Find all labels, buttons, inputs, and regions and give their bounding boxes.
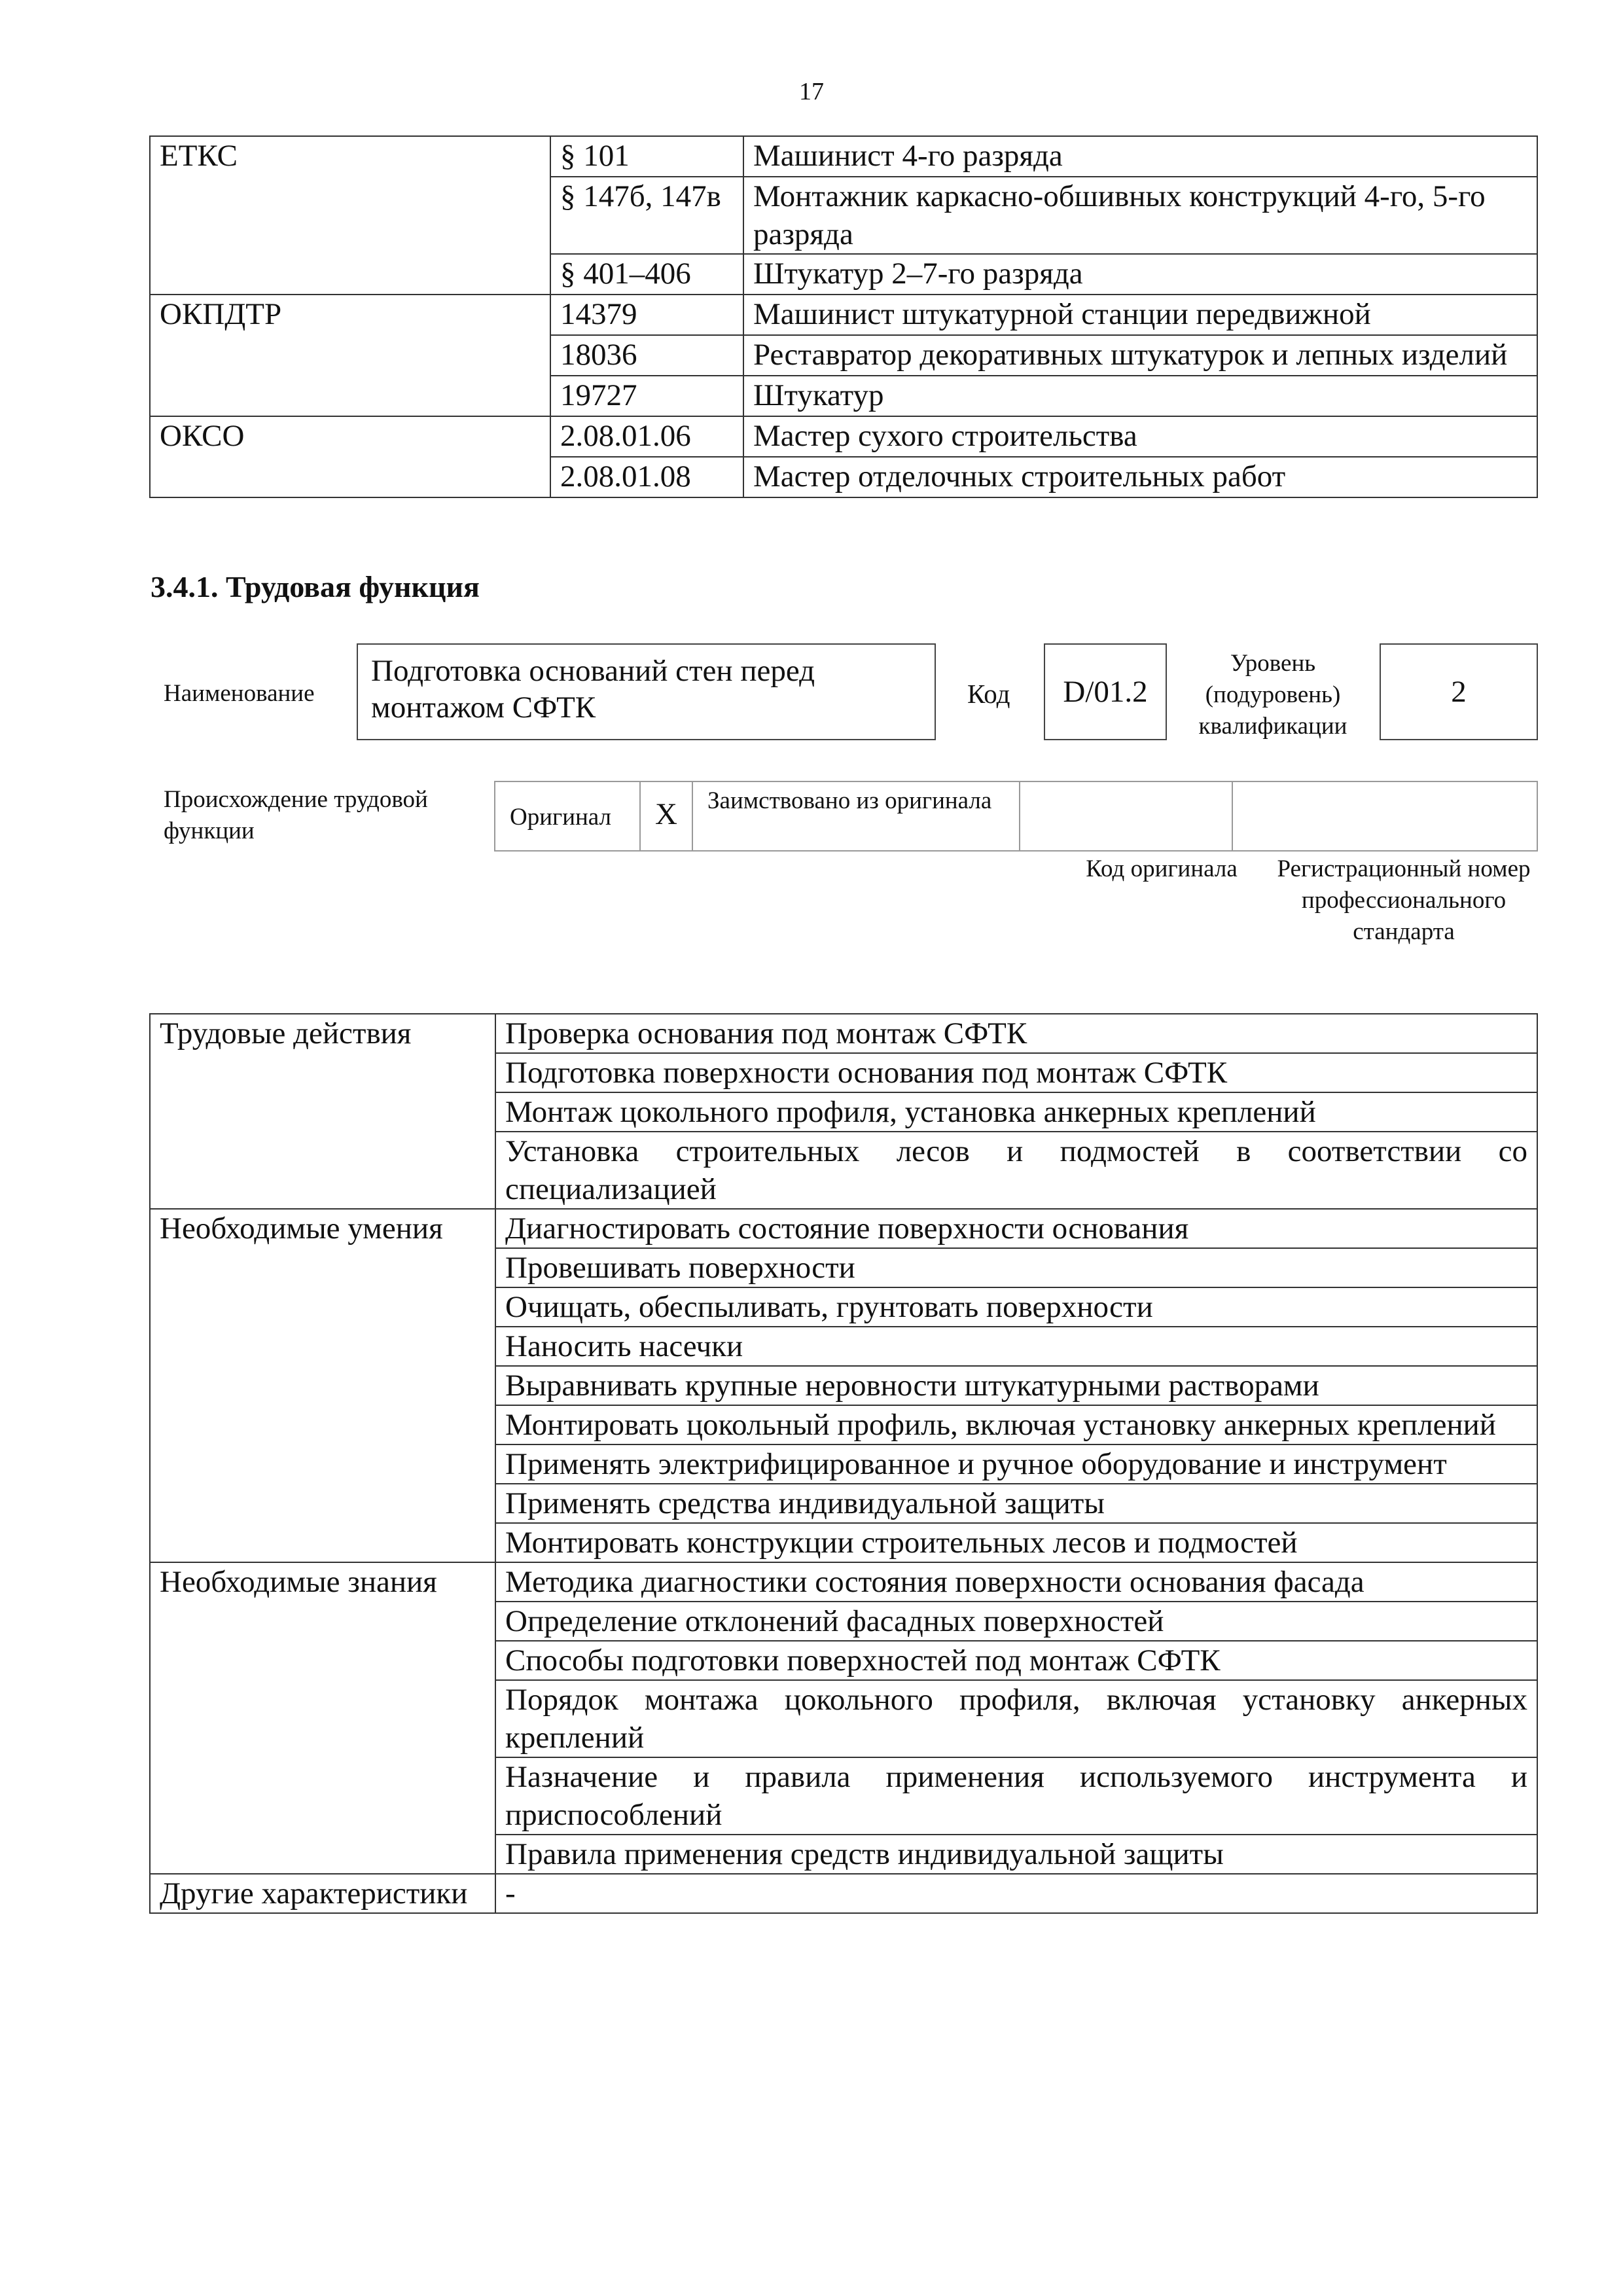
reg-number-label: Регистрационный номер профессионального стандарта [1277,855,1531,945]
borrowed-cell [693,782,1020,850]
classification-name: Штукатур 2–7-го разряда [743,254,1537,295]
details-item: Провешивать поверхности [495,1248,1537,1287]
details-row [150,1014,1537,1053]
details-item: Монтировать цокольный профиль, включая установку анкерных креплений [495,1405,1537,1444]
details-item: Выравнивать крупные неровности штукатурными растворами [495,1366,1537,1405]
function-details-table [149,1013,1538,1914]
details-item: Правила применения средств индивидуальной защиты [495,1835,1537,1874]
details-group-heading: Необходимые умения [150,1209,495,1562]
original-label: Оригинал [510,804,612,831]
classification-code: 14379 [550,295,743,335]
classification-code: 19727 [550,376,743,416]
original-mark-cell [641,782,693,850]
classification-group: ОКПДТР [150,295,550,416]
classification-name: Мастер сухого строительства [743,416,1537,457]
classification-code: § 101 [550,136,743,177]
details-item: Подготовка поверхности основания под монтаж СФТК [495,1053,1537,1092]
details-item: Применять электрифицированное и ручное оборудование и инструмент [495,1444,1537,1484]
details-row [150,1562,1537,1602]
classification-row [150,136,1537,177]
details-item: Назначение и правила применения используемого инструмента и приспособлений [495,1757,1537,1835]
function-name-box: Подготовка оснований стен перед монтажом СФТК [357,643,936,740]
classification-code: 18036 [550,335,743,376]
classification-code: § 401–406 [550,254,743,295]
classification-code: 2.08.01.06 [550,416,743,457]
details-item: Очищать, обеспыливать, грунтовать поверхности [495,1287,1537,1327]
borrowed-label: Заимствовано из оригинала [707,787,992,814]
origin-row [494,781,1538,852]
classification-name: Мастер отделочных строительных работ [743,457,1537,497]
classification-code: § 147б, 147в [550,177,743,254]
details-item: Определение отклонений фасадных поверхностей [495,1602,1537,1641]
details-item: Установка строительных лесов и подмостей в соответствии со специализацией [495,1132,1537,1209]
details-item: Диагностировать состояние поверхности основания [495,1209,1537,1248]
details-item: - [495,1874,1537,1913]
details-row [150,1874,1537,1913]
classification-name: Машинист 4-го разряда [743,136,1537,177]
original-cell [495,782,641,850]
details-item: Порядок монтажа цокольного профиля, включая установку анкерных креплений [495,1680,1537,1757]
name-label: Наименование [164,680,315,707]
details-item: Методика диагностики состояния поверхности основания фасада [495,1562,1537,1602]
details-group-heading: Трудовые действия [150,1014,495,1209]
classification-group: ОКСО [150,416,550,497]
details-item: Монтаж цокольного профиля, установка анкерных креплений [495,1092,1537,1132]
details-item: Способы подготовки поверхностей под монтаж СФТК [495,1641,1537,1680]
section-title: 3.4.1. Трудовая функция [151,570,480,603]
page-number: 17 [799,78,824,105]
classification-table [149,135,1538,498]
classification-group: ЕТКС [150,136,550,295]
classification-row [150,295,1537,335]
classification-row [150,416,1537,457]
function-code-box: D/01.2 [1044,643,1167,740]
details-group-heading: Другие характеристики [150,1874,495,1913]
origin-label: Происхождение трудовой функции [164,786,428,844]
code-original-cell [1020,782,1233,850]
details-item: Наносить насечки [495,1327,1537,1366]
details-item: Проверка основания под монтаж СФТК [495,1014,1537,1053]
classification-name: Штукатур [743,376,1537,416]
classification-name: Монтажник каркасно-обшивных конструкций 4-го, 5-го разряда [743,177,1537,254]
original-mark: X [655,797,677,831]
classification-name: Машинист штукатурной станции передвижной [743,295,1537,335]
level-box: 2 [1380,643,1538,740]
code-label: Код [967,679,1010,709]
classification-code: 2.08.01.08 [550,457,743,497]
level-label: Уровень (подуровень) квалификации [1198,650,1347,740]
reg-number-cell [1233,782,1537,850]
details-group-heading: Необходимые знания [150,1562,495,1874]
details-item: Применять средства индивидуальной защиты [495,1484,1537,1523]
details-item: Монтировать конструкции строительных лесов и подмостей [495,1523,1537,1562]
classification-name: Реставратор декоративных штукатурок и лепных изделий [743,335,1537,376]
code-original-label: Код оригинала [1086,855,1238,882]
details-row [150,1209,1537,1248]
